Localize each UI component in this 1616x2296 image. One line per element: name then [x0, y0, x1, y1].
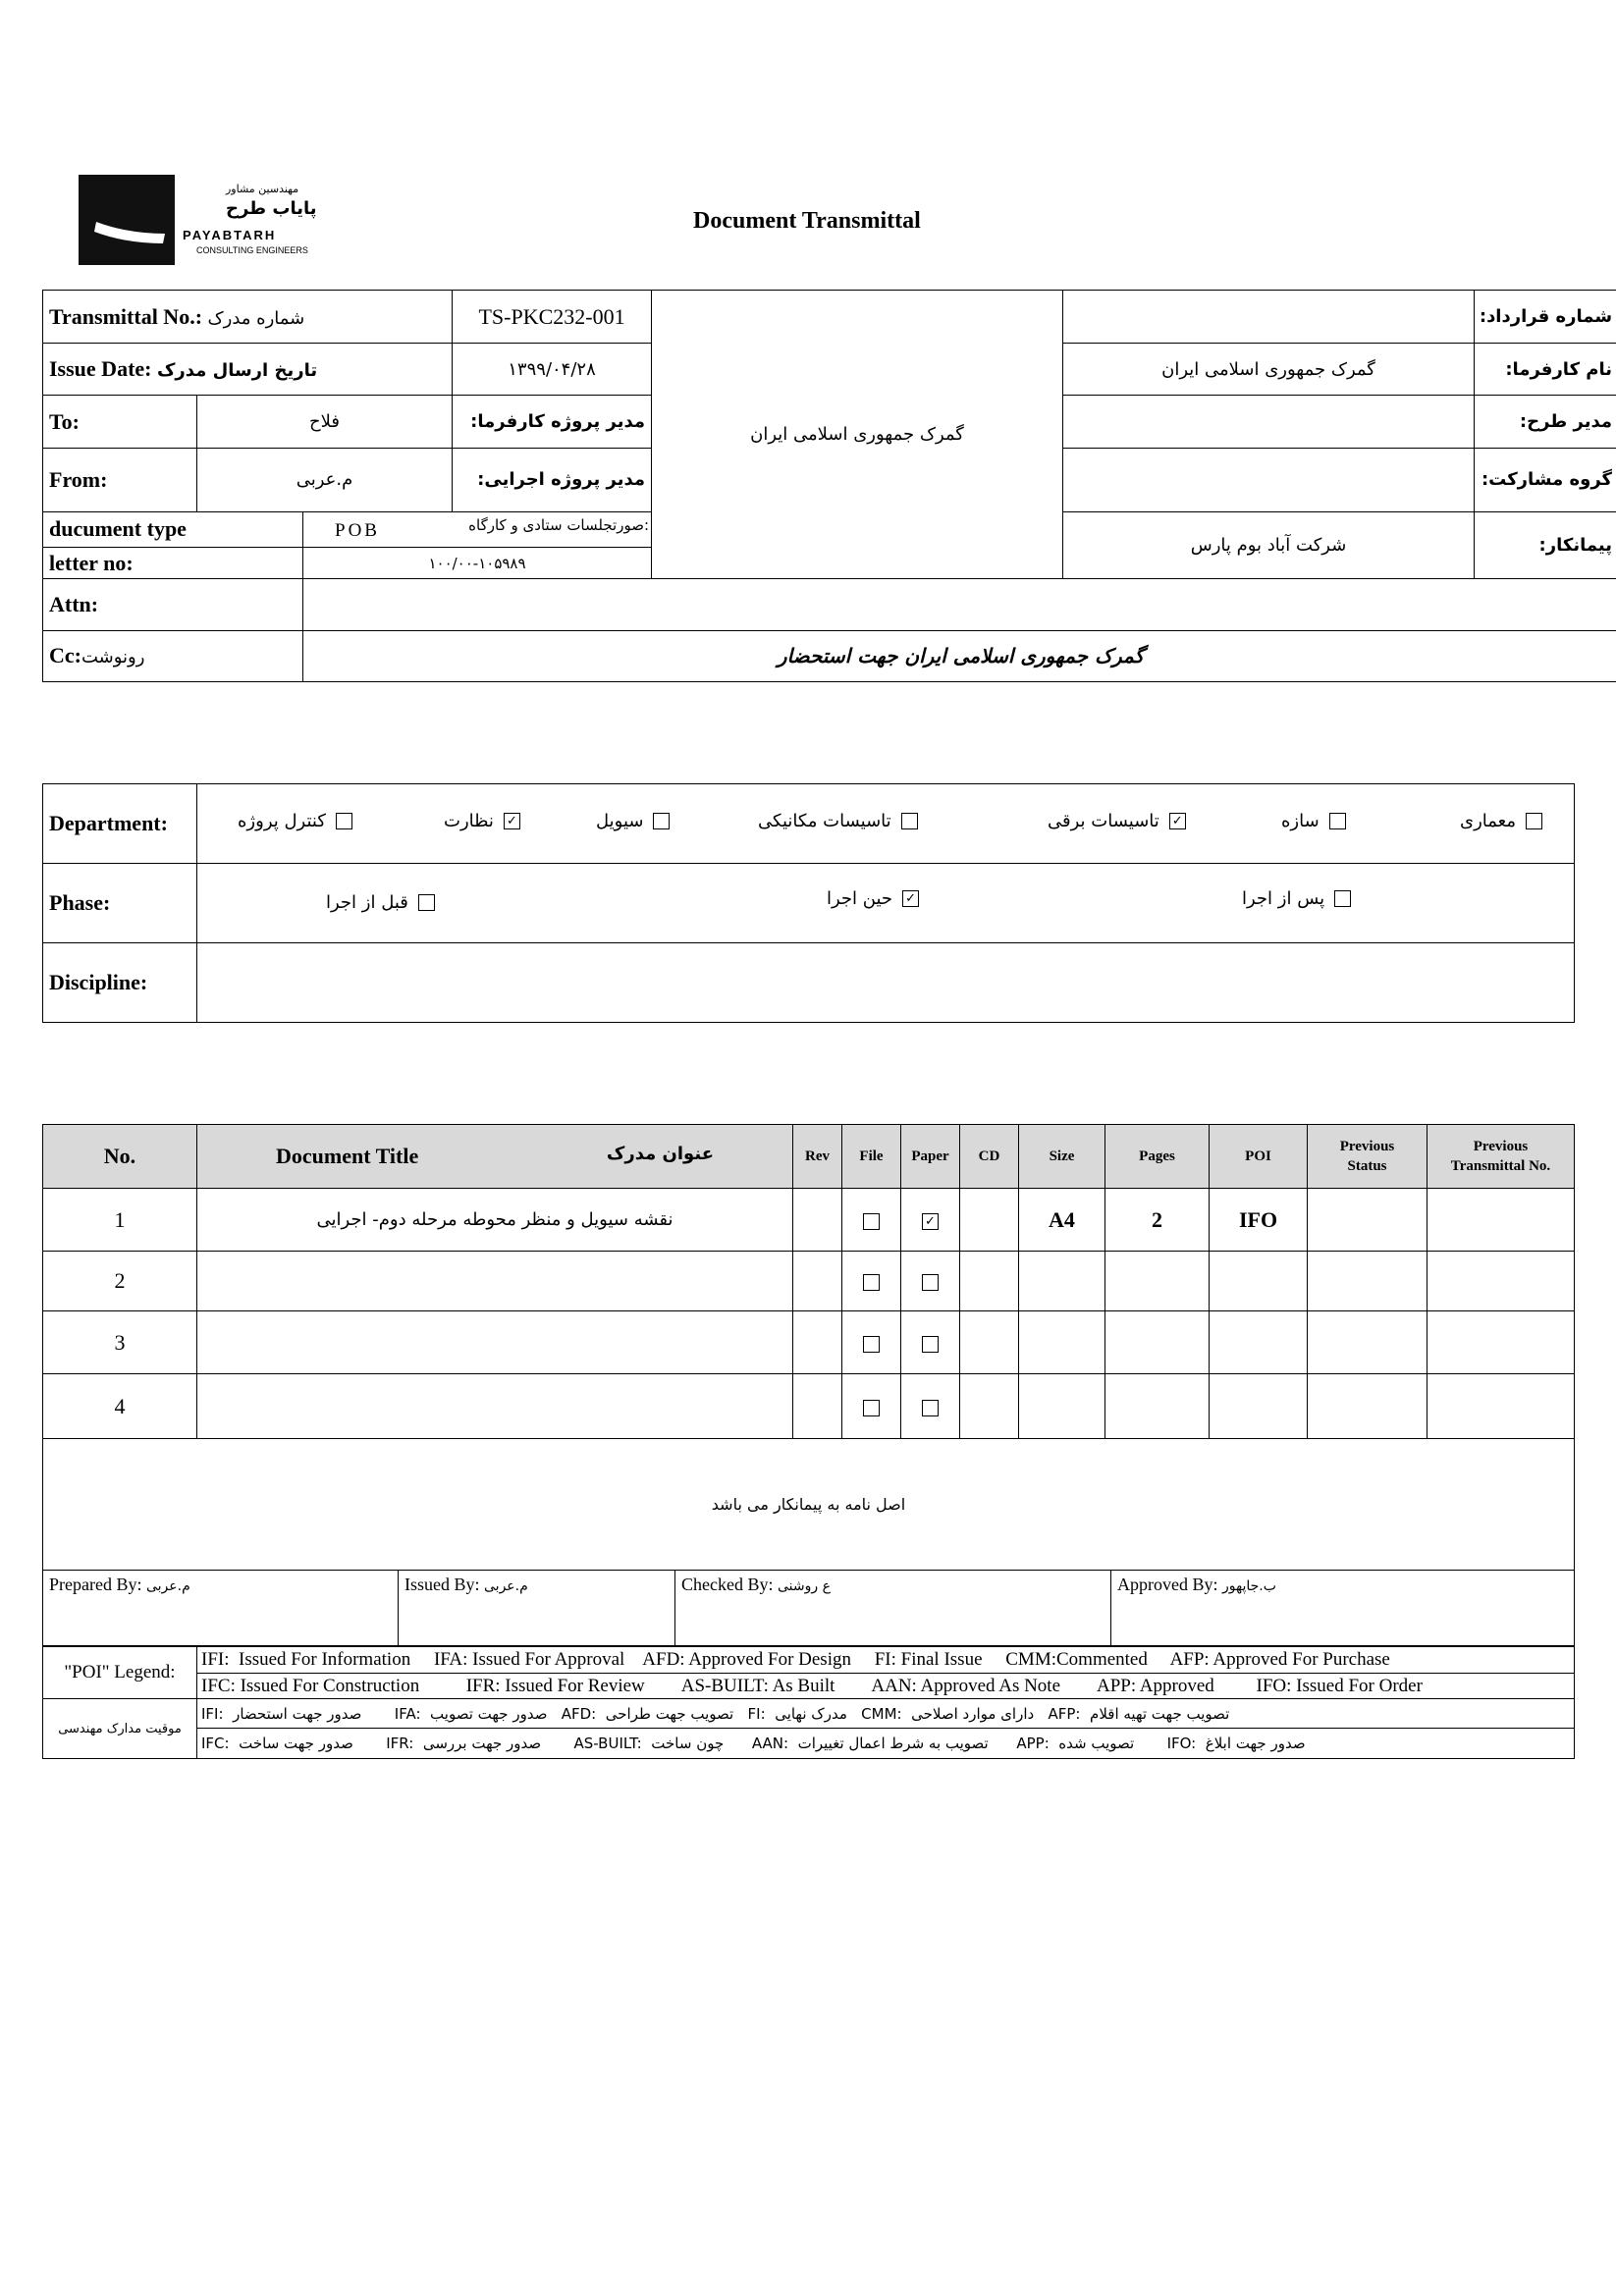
- checkbox-icon[interactable]: [1329, 813, 1346, 829]
- legend-table: [42, 1646, 1575, 1759]
- checkbox-checked-icon[interactable]: ✓: [902, 890, 919, 907]
- row-no: 4: [43, 1374, 197, 1439]
- row-rev: [793, 1189, 842, 1252]
- prepared-by: Prepared By: م.عربی: [43, 1571, 399, 1646]
- row-pages: [1105, 1252, 1210, 1311]
- row-prev-transmittal: [1427, 1189, 1575, 1252]
- checkbox-icon[interactable]: [922, 1400, 939, 1416]
- row-poi: IFO: [1210, 1189, 1308, 1252]
- page-title: Document Transmittal: [693, 208, 921, 234]
- row-cd: [960, 1374, 1019, 1439]
- checkbox-checked-icon[interactable]: ✓: [922, 1213, 939, 1230]
- row-file: [842, 1374, 901, 1439]
- contractor-name: شرکت آباد بوم پارس: [1063, 511, 1475, 579]
- to-value: فلاح: [197, 395, 453, 448]
- cc-value: گمرک جمهوری اسلامی ایران جهت استحضار: [303, 630, 1616, 681]
- row-poi: [1210, 1311, 1308, 1374]
- checkbox-icon[interactable]: [863, 1336, 880, 1353]
- legend-line-2: IFC: Issued For Construction IFR: Issued For Review AS-BUILT: As Built AAN: Approved As Note APP: Approved IFO: Issued For Order: [197, 1673, 1575, 1699]
- row-poi: [1210, 1252, 1308, 1311]
- logo-text-ar: مهندسین مشاور: [226, 183, 299, 195]
- employer-name: گمرک جمهوری اسلامی ایران: [1063, 344, 1475, 395]
- row-pages: [1105, 1374, 1210, 1439]
- phase-options: [197, 864, 1575, 943]
- col-cd: CD: [960, 1125, 1019, 1189]
- row-prev-status: [1308, 1311, 1427, 1374]
- attn-label: Attn:: [43, 579, 303, 630]
- cc-label: Cc:رونوشت: [43, 630, 303, 681]
- center-client: گمرک جمهوری اسلامی ایران: [652, 291, 1063, 579]
- col-size: Size: [1019, 1125, 1105, 1189]
- checkbox-icon[interactable]: [1526, 813, 1542, 829]
- attn-value: [303, 579, 1616, 630]
- legend-line-3: IFI: صدور جهت استحضار IFA: صدور جهت تصویب AFD: تصویب جهت طراحی FI: مدرک نهایی CMM: دارای موارد اصلاحی AFP: تصویب جهت تهیه اقلام: [197, 1699, 1575, 1729]
- row-pages: 2: [1105, 1189, 1210, 1252]
- table-row: [43, 1374, 1575, 1439]
- phase-label: Phase:: [43, 864, 197, 943]
- checkbox-icon[interactable]: [863, 1400, 880, 1416]
- row-title: نقشه سیویل و منظر محوطه مرحله دوم- اجرایی: [197, 1189, 793, 1252]
- from-label: From:: [43, 449, 197, 511]
- row-poi: [1210, 1374, 1308, 1439]
- row-size: A4: [1019, 1189, 1105, 1252]
- row-title: [197, 1311, 793, 1374]
- dept-electrical[interactable]: تاسیسات برقی ✓: [1048, 811, 1186, 831]
- table-row: [43, 1311, 1575, 1374]
- logo-sub: CONSULTING ENGINEERS: [196, 245, 308, 255]
- employer-label: نام کارفرما:: [1475, 344, 1616, 395]
- row-no: 2: [43, 1252, 197, 1311]
- client-pm-label: مدیر پروژه کارفرما:: [453, 395, 652, 448]
- info-table: [42, 290, 1616, 682]
- from-value: م.عربی: [197, 449, 453, 511]
- documents-table: [42, 1124, 1575, 1571]
- department-label: Department:: [43, 784, 197, 864]
- col-file: File: [842, 1125, 901, 1189]
- transmittal-label: Transmittal No.: شماره مدرک: [43, 291, 453, 344]
- row-pages: [1105, 1311, 1210, 1374]
- design-manager-label: مدیر طرح:: [1475, 395, 1616, 448]
- row-file: [842, 1189, 901, 1252]
- dept-structure[interactable]: سازه: [1281, 811, 1346, 831]
- checkbox-icon[interactable]: [336, 813, 352, 829]
- row-cd: [960, 1189, 1019, 1252]
- row-title: [197, 1252, 793, 1311]
- doctype-code: POB: [335, 520, 380, 542]
- row-paper: [901, 1374, 960, 1439]
- col-poi: POI: [1210, 1125, 1308, 1189]
- signatures-table: [42, 1570, 1575, 1646]
- table-row: [43, 1189, 1575, 1252]
- row-cd: [960, 1311, 1019, 1374]
- checkbox-icon[interactable]: [863, 1274, 880, 1291]
- doctype-cell: [303, 511, 652, 547]
- row-title: [197, 1374, 793, 1439]
- phase-before[interactable]: قبل از اجرا: [326, 892, 435, 913]
- doctype-label: ducument type: [43, 511, 303, 547]
- approved-by: Approved By: ب.جاپهور: [1111, 1571, 1575, 1646]
- row-size: [1019, 1374, 1105, 1439]
- dept-mechanical[interactable]: تاسیسات مکانیکی: [758, 811, 918, 831]
- doctype-value: صورتجلسات ستادی و کارگاه:: [468, 516, 650, 535]
- transmittal-number: TS-PKC232-001: [453, 291, 652, 344]
- checkbox-icon[interactable]: [418, 894, 435, 911]
- checkbox-icon[interactable]: [901, 813, 918, 829]
- issued-by: Issued By: م.عربی: [399, 1571, 675, 1646]
- partnership-group: [1063, 449, 1475, 511]
- row-file: [842, 1252, 901, 1311]
- logo-name-en: PAYABTARH: [183, 228, 277, 242]
- checkbox-icon[interactable]: [922, 1336, 939, 1353]
- checkbox-icon[interactable]: [922, 1274, 939, 1291]
- contract-number: [1063, 291, 1475, 344]
- checkbox-icon[interactable]: [1334, 890, 1351, 907]
- row-prev-transmittal: [1427, 1252, 1575, 1311]
- remarks: اصل نامه به پیمانکار می باشد: [43, 1439, 1575, 1571]
- issue-date: ۱۳۹۹/۰۴/۲۸: [453, 344, 652, 395]
- phase-during[interactable]: حین اجرا ✓: [827, 888, 919, 909]
- legend-line-1: IFI: Issued For Information IFA: Issued For Approval AFD: Approved For Design FI: Final Issue CMM:Commented AFP: Approved For Purchase: [197, 1647, 1575, 1674]
- col-no: No.: [43, 1125, 197, 1189]
- contract-label: شماره قرارداد:: [1475, 291, 1616, 344]
- letter-label: letter no:: [43, 547, 303, 578]
- dept-civil[interactable]: سیویل: [596, 811, 670, 831]
- col-rev: Rev: [793, 1125, 842, 1189]
- checkbox-checked-icon[interactable]: ✓: [504, 813, 520, 829]
- row-size: [1019, 1311, 1105, 1374]
- phase-after[interactable]: پس از اجرا: [1242, 888, 1351, 909]
- dept-project-control[interactable]: کنترل پروژه: [238, 811, 352, 831]
- logo-mark-icon: [79, 175, 177, 265]
- col-prev-transmittal: Previous Transmittal No.: [1427, 1125, 1575, 1189]
- col-paper: Paper: [901, 1125, 960, 1189]
- design-manager: [1063, 395, 1475, 448]
- col-prev-status: Previous Status: [1308, 1125, 1427, 1189]
- row-paper: [901, 1252, 960, 1311]
- row-prev-status: [1308, 1189, 1427, 1252]
- row-prev-status: [1308, 1252, 1427, 1311]
- to-label: To:: [43, 395, 197, 448]
- row-no: 3: [43, 1311, 197, 1374]
- row-rev: [793, 1374, 842, 1439]
- company-logo: [79, 175, 324, 268]
- row-cd: [960, 1252, 1019, 1311]
- row-prev-status: [1308, 1374, 1427, 1439]
- row-size: [1019, 1252, 1105, 1311]
- col-title: Document Title عنوان مدرک: [197, 1125, 793, 1189]
- checkbox-icon[interactable]: [653, 813, 670, 829]
- checkbox-checked-icon[interactable]: ✓: [1169, 813, 1186, 829]
- contractor-label: پیمانکار:: [1475, 511, 1616, 579]
- row-no: 1: [43, 1189, 197, 1252]
- classification-table: [42, 783, 1575, 1023]
- discipline-label: Discipline:: [43, 943, 197, 1023]
- row-prev-transmittal: [1427, 1374, 1575, 1439]
- table-row: [43, 1252, 1575, 1311]
- row-file: [842, 1311, 901, 1374]
- letter-number: ۱۰۰/۰۰-۱۰۵۹۸۹: [303, 547, 652, 578]
- row-prev-transmittal: [1427, 1311, 1575, 1374]
- row-paper: [901, 1189, 960, 1252]
- logo-name-ar: پایاب طرح: [226, 198, 317, 219]
- col-pages: Pages: [1105, 1125, 1210, 1189]
- row-rev: [793, 1311, 842, 1374]
- exec-pm-label: مدیر پروژه اجرایی:: [453, 449, 652, 511]
- row-paper: [901, 1311, 960, 1374]
- issue-date-label: Issue Date: تاریخ ارسال مدرک: [43, 344, 453, 395]
- poi-legend-label: "POI" Legend:: [43, 1647, 197, 1699]
- legend-line-4: IFC: صدور جهت ساخت IFR: صدور جهت بررسی AS-BUILT: چون ساخت AAN: تصویب به شرط اعمال تغییرات APP: تصویب شده IFO: صدور جهت ابلاغ: [197, 1729, 1575, 1759]
- status-legend-label: موقیت مدارک مهندسی: [43, 1699, 197, 1759]
- checked-by: Checked By: ع روشنی: [675, 1571, 1111, 1646]
- discipline-value: [197, 943, 1575, 1023]
- partnership-label: گروه مشارکت:: [1475, 449, 1616, 511]
- checkbox-icon[interactable]: [863, 1213, 880, 1230]
- department-options: [197, 784, 1575, 864]
- row-rev: [793, 1252, 842, 1311]
- dept-supervision[interactable]: نظارت ✓: [444, 811, 520, 831]
- dept-architecture[interactable]: معماری: [1460, 811, 1542, 831]
